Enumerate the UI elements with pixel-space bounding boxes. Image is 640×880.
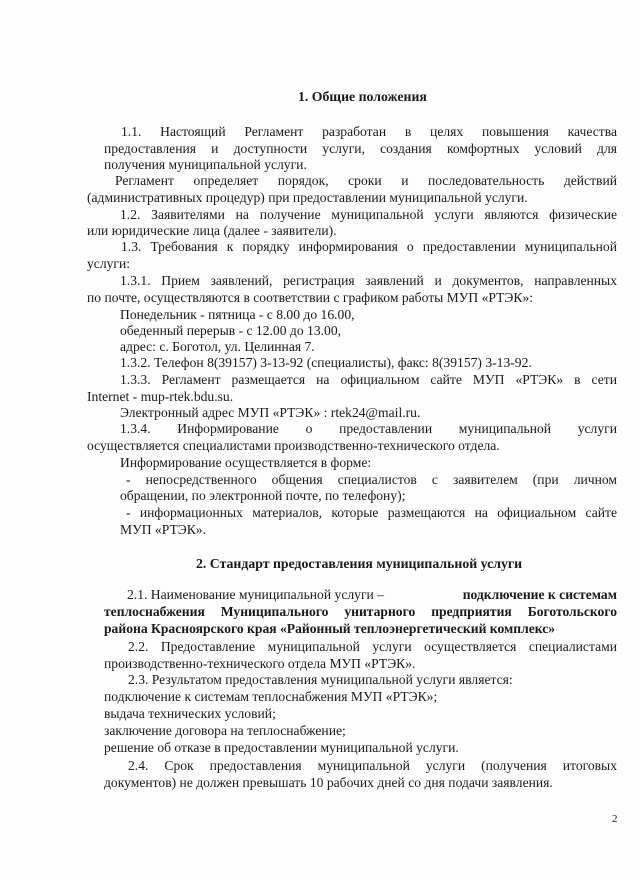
- paragraph-2-2-line-2: производственно-технического отдела МУП «РТЭК».: [104, 656, 416, 671]
- paragraph-1-3-line-1: 1.3. Требования к порядку информирования о предоставлении муниципальной: [121, 239, 617, 254]
- paragraph-1-3-4-line-2: осуществляется специалистами производственно-технического отдела.: [87, 438, 500, 453]
- inform-item-1-line-1: - непосредственного общения специалистов с заявителем (при личном: [126, 472, 617, 487]
- inform-item-2-line-2: МУП «РТЭК».: [120, 522, 206, 537]
- paragraph-2-1-lead: 2.1. Наименование муниципальной услуги –: [127, 587, 384, 602]
- paragraph-1-3-4-line-1: 1.3.4. Информирование о предоставлении муниципальной услуги: [120, 421, 617, 436]
- paragraph-1-3-4-line-3: Информирование осуществляется в форме:: [120, 455, 372, 470]
- result-item-contract: заключение договора на теплоснабжение;: [104, 723, 346, 738]
- paragraph-1-3-3-line-2: Internet - mup-rtek.bdu.su.: [87, 389, 234, 404]
- schedule-weekdays: Понедельник - пятница - с 8.00 до 16.00,: [120, 307, 355, 322]
- paragraph-1-2-line-1: 1.2. Заявителями на получение муниципальной услуги являются физические: [120, 207, 617, 222]
- page-number: 2: [612, 813, 618, 825]
- paragraph-2-1-line-1: [127, 587, 617, 603]
- paragraph-1-3-1-line-2: по почте, осуществляются в соответствии с графиком работы МУП «РТЭК»:: [87, 290, 534, 305]
- inform-item-2-line-1: - информационных материалов, которые размещаются на официальном сайте: [126, 505, 617, 520]
- inform-item-1-line-2: обращении, по электронной почте, по телефону);: [120, 488, 406, 503]
- paragraph-2-4-line-2: документов) не должен превышать 10 рабочих дней со дня подачи заявления.: [104, 775, 553, 790]
- paragraph-1-1-line-3: получения муниципальной услуги.: [104, 157, 307, 172]
- email-address: Электронный адрес МУП «РТЭК» : rtek24@mail.ru.: [120, 405, 421, 420]
- paragraph-2-1-service-name-start: подключение к системам: [462, 587, 617, 602]
- paragraph-2-4-line-1: 2.4. Срок предоставления муниципальной услуги (получения итоговых: [128, 758, 617, 773]
- paragraph-reglament-line-1: Регламент определяет порядок, сроки и последовательность действий: [115, 173, 617, 188]
- result-item-refusal: решение об отказе в предоставлении муниципальной услуги.: [104, 740, 459, 755]
- result-item-technical-conditions: выдача технических условий;: [104, 706, 276, 721]
- paragraph-1-3-line-2: услуги:: [87, 256, 131, 271]
- office-address: адрес: с. Боготол, ул. Целинная 7.: [120, 339, 315, 354]
- paragraph-1-3-3-line-1: 1.3.3. Регламент размещается на официальном сайте МУП «РТЭК» в сети: [120, 372, 617, 387]
- paragraph-2-1-line-2: теплоснабжения Муниципального унитарного предприятия Боготольского: [104, 604, 617, 619]
- paragraph-reglament-line-2: (административных процедур) при предоставлении муниципальной услуги.: [87, 190, 528, 205]
- result-item-connection: подключение к системам теплоснабжения МУП «РТЭК»;: [104, 689, 438, 704]
- section-1-heading: 1. Общие положения: [298, 89, 427, 104]
- paragraph-1-1-line-2: предоставления и доступности услуги, создания комфортных условий для: [104, 141, 617, 156]
- schedule-lunch-break: обеденный перерыв - с 12.00 до 13.00,: [120, 323, 342, 338]
- paragraph-1-3-1-line-1: 1.3.1. Прием заявлений, регистрация заявлений и документов, направленных: [120, 273, 617, 288]
- paragraph-2-3-line-1: 2.3. Результатом предоставления муниципальной услуги является:: [128, 672, 513, 687]
- paragraph-2-1-line-3: района Красноярского края «Районный теплоэнергетический комплекс»: [104, 621, 556, 636]
- paragraph-1-2-line-2: или юридические лица (далее - заявители).: [87, 223, 337, 238]
- section-2-heading: 2. Стандарт предоставления муниципальной услуги: [196, 556, 523, 571]
- paragraph-2-2-line-1: 2.2. Предоставление муниципальной услуги осуществляется специалистами: [128, 639, 617, 654]
- paragraph-1-1-line-1: 1.1. Настоящий Регламент разработан в целях повышения качества: [121, 124, 617, 139]
- paragraph-1-3-2-phone: 1.3.2. Телефон 8(39157) 3-13-92 (специалисты), факс: 8(39157) 3-13-92.: [120, 355, 532, 370]
